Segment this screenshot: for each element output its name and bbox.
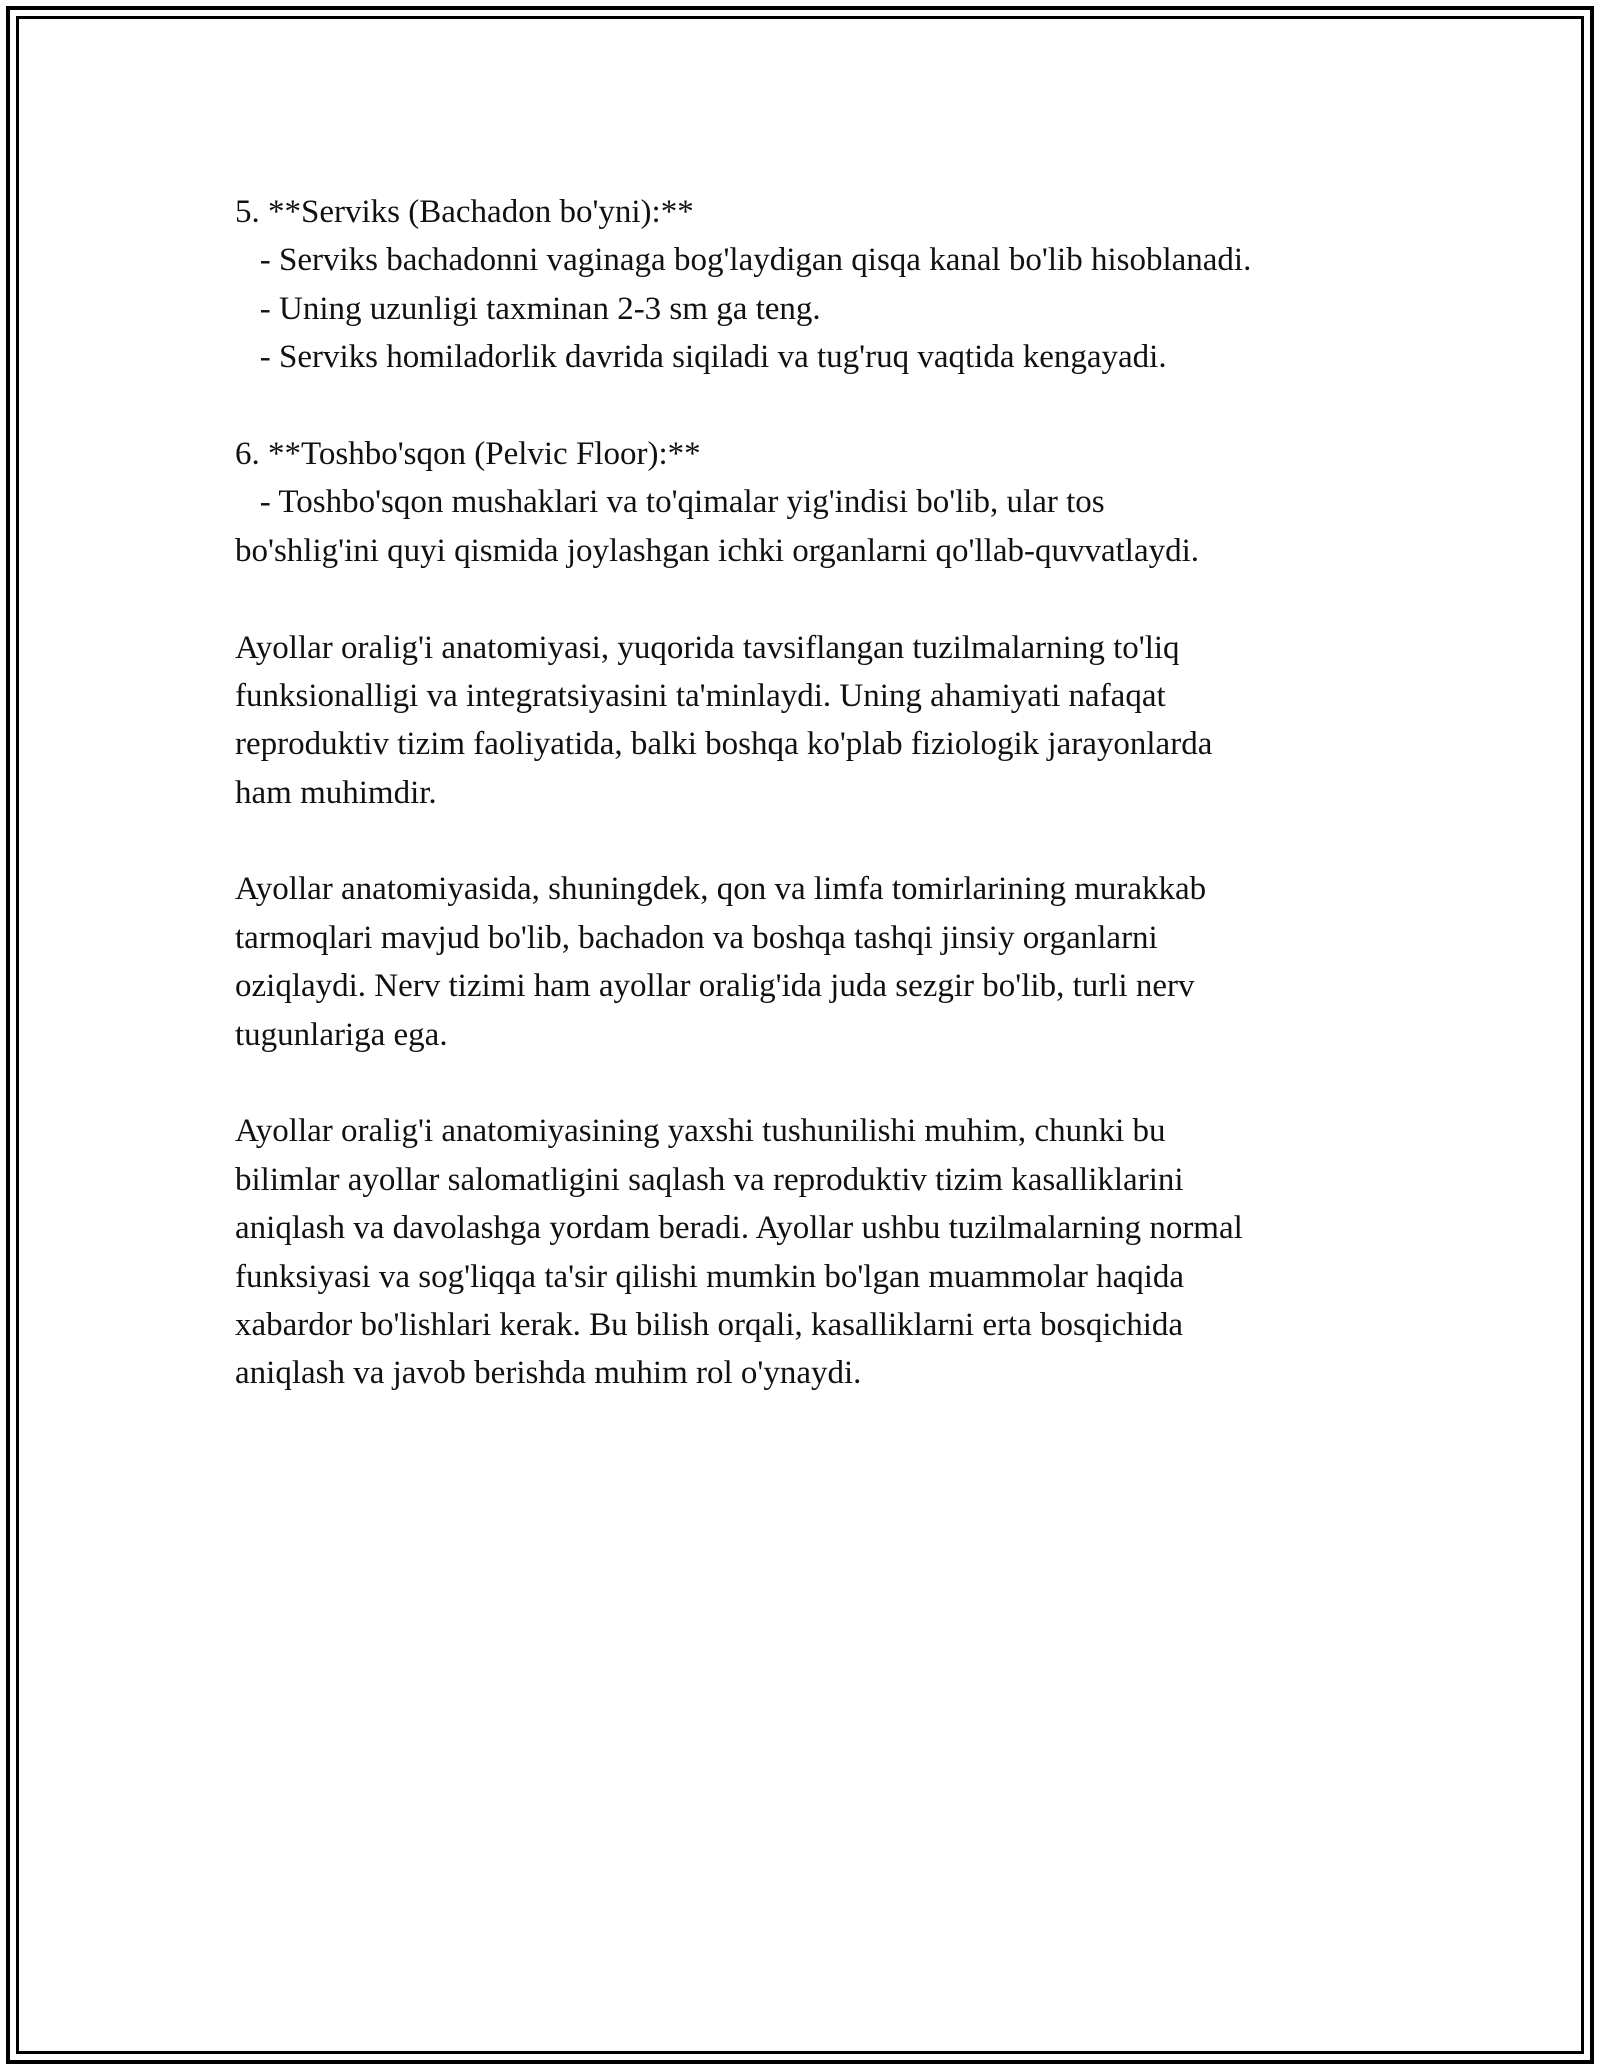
paragraph-line: Ayollar oralig'i anatomiyasi, yuqorida tavsiflangan tuzilmalarning to'liq (235, 629, 1180, 666)
paragraph-line: reproduktiv tizim faoliyatida, balki boshqa ko'plab fiziologik jarayonlarda (235, 726, 1213, 763)
paragraph-line: xabardor bo'lishlari kerak. Bu bilish orqali, kasalliklarni erta bosqichida (235, 1306, 1184, 1343)
list-item-line: - Toshbo'sqon mushaklari va to'qimalar yig'indisi bo'lib, ular tos (235, 484, 1105, 521)
paragraph-line: oziqlaydi. Nerv tizimi ham ayollar oralig'ida juda sezgir bo'lib, turli nerv (235, 968, 1195, 1005)
paragraph-line: funksiyasi va sog'liqqa ta'sir qilishi mumkin bo'lgan muammolar haqida (235, 1258, 1185, 1295)
paragraph-line: ham muhimdir. (235, 774, 437, 811)
paragraph-line: aniqlash va davolashga yordam beradi. Ayollar ushbu tuzilmalarning normal (235, 1210, 1243, 1247)
section-pelvic-floor (235, 430, 1395, 575)
paragraph-spacer (235, 382, 1395, 430)
paragraph-vessels-nerves (235, 865, 1395, 1059)
paragraph-line: Ayollar anatomiyasida, shuningdek, qon va limfa tomirlarining murakkab (235, 871, 1207, 908)
list-item-line: bo'shlig'ini quyi qismida joylashgan ichki organlarni qo'llab-quvvatlaydi. (235, 532, 1200, 569)
section-heading: 5. **Serviks (Bachadon bo'yni):** (235, 194, 694, 230)
paragraph-line: aniqlash va javob berishda muhim rol o'ynaydi. (235, 1355, 862, 1392)
paragraph-line: bilimlar ayollar salomatligini saqlash va reproduktiv tizim kasalliklarini (235, 1161, 1184, 1198)
list-item: - Serviks homiladorlik davrida siqiladi va tug'ruq vaqtida kengayadi. (235, 339, 1167, 376)
paragraph-spacer (235, 817, 1395, 865)
document-body (235, 188, 1395, 1398)
section-cervix (235, 188, 1395, 382)
paragraph-line: funksionalligi va integratsiyasini ta'minlaydi. Uning ahamiyati nafaqat (235, 677, 1166, 714)
paragraph-spacer (235, 575, 1395, 623)
list-item: - Uning uzunligi taxminan 2-3 sm ga teng. (235, 290, 821, 327)
paragraph-anatomy-overview (235, 624, 1395, 818)
paragraph-spacer (235, 1059, 1395, 1107)
paragraph-line: Ayollar oralig'i anatomiyasining yaxshi tushunilishi muhim, chunki bu (235, 1113, 1166, 1150)
paragraph-line: tarmoqlari mavjud bo'lib, bachadon va boshqa tashqi jinsiy organlarni (235, 919, 1158, 956)
section-heading: 6. **Toshbo'sqon (Pelvic Floor):** (235, 435, 701, 472)
paragraph-conclusion (235, 1107, 1395, 1397)
paragraph-line: tugunlariga ega. (235, 1016, 448, 1053)
list-item: - Serviks bachadonni vaginaga bog'laydigan qisqa kanal bo'lib hisoblanadi. (235, 242, 1252, 279)
